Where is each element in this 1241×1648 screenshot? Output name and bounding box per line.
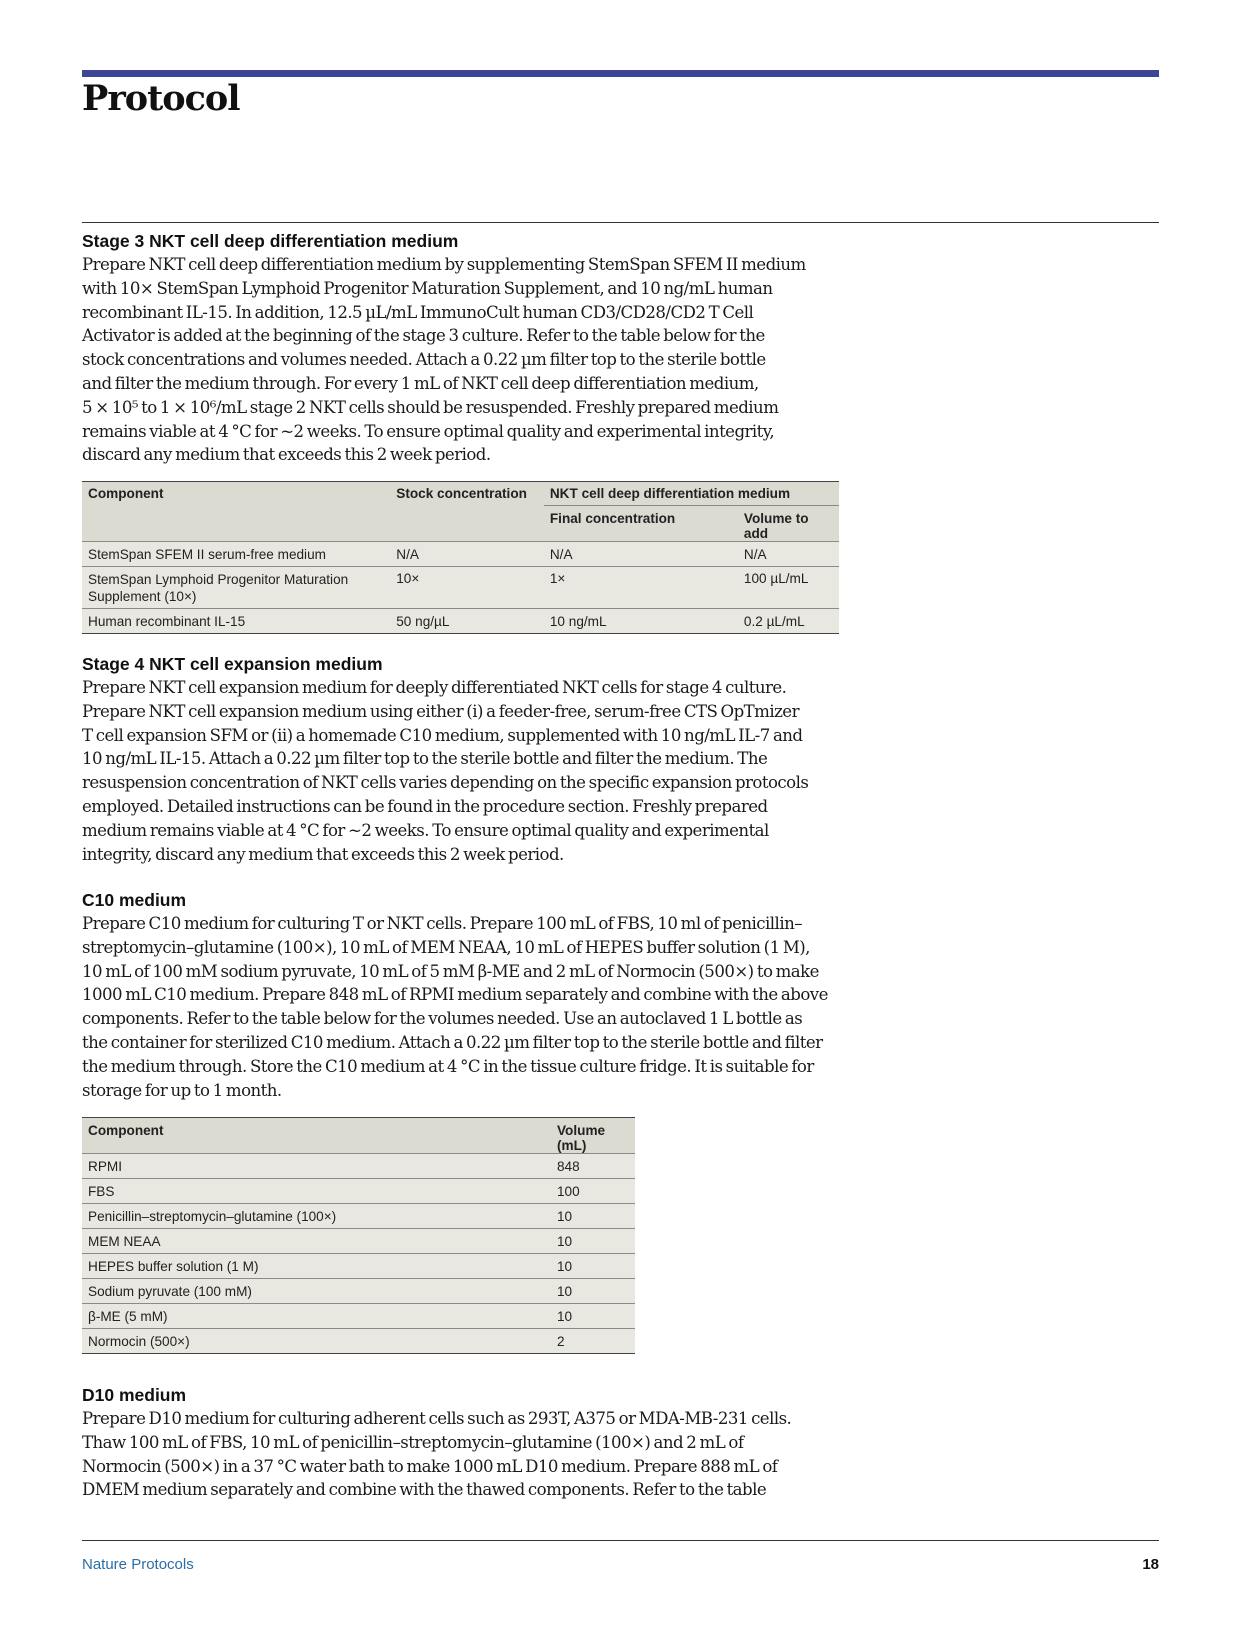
text-line: medium remains viable at 4 °C for ~2 weeks. To ensure optimal quality and experimental: [82, 820, 769, 840]
table-row: [82, 567, 839, 609]
cell-final: 1×: [544, 567, 738, 609]
cell-volume: 10: [551, 1204, 635, 1229]
header-rule: [82, 222, 1159, 223]
cell-component: StemSpan Lymphoid Progenitor Maturation Supplement (10×): [82, 567, 390, 609]
cell-component: β-ME (5 mM): [82, 1304, 551, 1329]
col-header-component: Component: [82, 482, 390, 542]
section-c10: [82, 888, 882, 1102]
header-accent-bar: [82, 70, 1159, 77]
table-row: [82, 542, 839, 567]
stage3-medium-table: [82, 481, 839, 634]
text-line: integrity, discard any medium that exceeds this 2 week period.: [82, 844, 564, 864]
section-heading: Stage 3 NKT cell deep differentiation medium: [82, 231, 459, 251]
col-header-component: Component: [82, 1118, 551, 1154]
section-d10: [82, 1383, 882, 1502]
page-number: 18: [1142, 1556, 1159, 1573]
cell-stock: N/A: [390, 542, 544, 567]
cell-volume: N/A: [738, 542, 839, 567]
cell-volume: 100 µL/mL: [738, 567, 839, 609]
cell-component: RPMI: [82, 1154, 551, 1179]
footer-rule: [82, 1540, 1159, 1541]
text-line: remains viable at 4 °C for ~2 weeks. To ensure optimal quality and experimental integrity,: [82, 421, 775, 441]
cell-volume: 100: [551, 1179, 635, 1204]
cell-final: 10 ng/mL: [544, 609, 738, 634]
cell-component: Sodium pyruvate (100 mM): [82, 1279, 551, 1304]
table-row: [82, 1179, 635, 1204]
table-row: [82, 1204, 635, 1229]
text-line: resuspension concentration of NKT cells varies depending on the specific expansion protocols: [82, 773, 809, 793]
text-line: Prepare NKT cell expansion medium for deeply differentiated NKT cells for stage 4 culture.: [82, 678, 787, 697]
text-line: storage for up to 1 month.: [82, 1080, 282, 1100]
table-row: [82, 1279, 635, 1304]
text-line: DMEM medium separately and combine with the thawed components. Refer to the table: [82, 1480, 767, 1500]
table-row: [82, 1154, 635, 1179]
text-line: Prepare D10 medium for culturing adherent cells such as 293T, A375 or MDA-MB-231 cells.: [82, 1409, 792, 1428]
text-line: Thaw 100 mL of FBS, 10 mL of penicillin–streptomycin–glutamine (100×) and 2 mL of: [82, 1432, 744, 1452]
cell-volume: 10: [551, 1229, 635, 1254]
text-line: 10 mL of 100 mM sodium pyruvate, 10 mL of 5 mM β-ME and 2 mL of Normocin (500×) to make: [82, 961, 819, 981]
cell-final: N/A: [544, 542, 738, 567]
section-heading: Stage 4 NKT cell expansion medium: [82, 654, 383, 674]
text-line: Activator is added at the beginning of the stage 3 culture. Refer to the table below for the: [82, 326, 765, 346]
cell-volume: 2: [551, 1329, 635, 1354]
text-line: Prepare NKT cell deep differentiation medium by supplementing StemSpan SFEM II medium: [82, 255, 806, 274]
cell-volume: 10: [551, 1279, 635, 1304]
text-line: recombinant IL-15. In addition, 12.5 µL/mL ImmunoCult human CD3/CD28/CD2 T Cell: [82, 302, 754, 322]
table-row: [82, 1304, 635, 1329]
text-line: components. Refer to the table below for the volumes needed. Use an autoclaved 1 L bottle as: [82, 1009, 803, 1029]
cell-volume: 848: [551, 1154, 635, 1179]
col-header-stock: Stock concentration: [390, 482, 544, 542]
cell-volume: 10: [551, 1254, 635, 1279]
cell-component: Penicillin–streptomycin–glutamine (100×): [82, 1204, 551, 1229]
text-line: 5 × 10⁵ to 1 × 10⁶/mL stage 2 NKT cells should be resuspended. Freshly prepared medium: [82, 397, 779, 417]
section-stage3: [82, 229, 882, 467]
text-line: Prepare C10 medium for culturing T or NKT cells. Prepare 100 mL of FBS, 10 ml of penicillin–: [82, 914, 802, 933]
section-body: [82, 253, 882, 467]
col-header-group: NKT cell deep differentiation medium: [544, 482, 839, 506]
text-line: stock concentrations and volumes needed. Attach a 0.22 µm filter top to the sterile bottle: [82, 350, 766, 370]
text-line: Prepare NKT cell expansion medium using either (i) a feeder-free, serum-free CTS OpTmizer: [82, 701, 799, 721]
c10-medium-table: [82, 1117, 635, 1354]
text-line: 10 ng/mL IL-15. Attach a 0.22 µm filter top to the sterile bottle and filter the medium. The: [82, 749, 768, 769]
cell-component: StemSpan SFEM II serum-free medium: [82, 542, 390, 567]
section-stage4: [82, 652, 882, 866]
cell-component: MEM NEAA: [82, 1229, 551, 1254]
cell-stock: 50 ng/µL: [390, 609, 544, 634]
journal-name: Nature Protocols: [82, 1556, 194, 1573]
cell-volume: 0.2 µL/mL: [738, 609, 839, 634]
text-line: the medium through. Store the C10 medium at 4 °C in the tissue culture fridge. It is suitable for: [82, 1056, 814, 1076]
text-line: employed. Detailed instructions can be found in the procedure section. Freshly prepared: [82, 796, 768, 816]
table-row: [82, 609, 839, 634]
table-row: [82, 1254, 635, 1279]
cell-volume: 10: [551, 1304, 635, 1329]
table-row: [82, 1229, 635, 1254]
text-line: discard any medium that exceeds this 2 week period.: [82, 445, 491, 465]
cell-component: Human recombinant IL-15: [82, 609, 390, 634]
section-heading: C10 medium: [82, 890, 187, 910]
text-line: Normocin (500×) in a 37 °C water bath to make 1000 mL D10 medium. Prepare 888 mL of: [82, 1456, 778, 1476]
text-line: T cell expansion SFM or (ii) a homemade C10 medium, supplemented with 10 ng/mL IL-7 and: [82, 725, 803, 745]
col-header-final: Final concentration: [544, 506, 738, 542]
section-body: [82, 1407, 882, 1502]
text-line: the container for sterilized C10 medium. Attach a 0.22 µm filter top to the sterile bottle and filter: [82, 1032, 823, 1052]
cell-component: Normocin (500×): [82, 1329, 551, 1354]
section-body: [82, 912, 882, 1102]
col-header-volume: Volume (mL): [551, 1118, 635, 1154]
text-line: with 10× StemSpan Lymphoid Progenitor Maturation Supplement, and 10 ng/mL human: [82, 278, 773, 298]
text-line: and filter the medium through. For every 1 mL of NKT cell deep differentiation medium,: [82, 373, 759, 393]
text-line: streptomycin–glutamine (100×), 10 mL of MEM NEAA, 10 mL of HEPES buffer solution (1 M),: [82, 937, 810, 957]
page-title: Protocol: [82, 78, 240, 119]
cell-component: HEPES buffer solution (1 M): [82, 1254, 551, 1279]
text-line: 1000 mL C10 medium. Prepare 848 mL of RPMI medium separately and combine with the above: [82, 985, 828, 1005]
cell-component: FBS: [82, 1179, 551, 1204]
table-row: [82, 1329, 635, 1354]
col-header-volume: Volume to add: [738, 506, 839, 542]
cell-stock: 10×: [390, 567, 544, 609]
section-heading: D10 medium: [82, 1385, 187, 1405]
section-body: [82, 676, 882, 866]
